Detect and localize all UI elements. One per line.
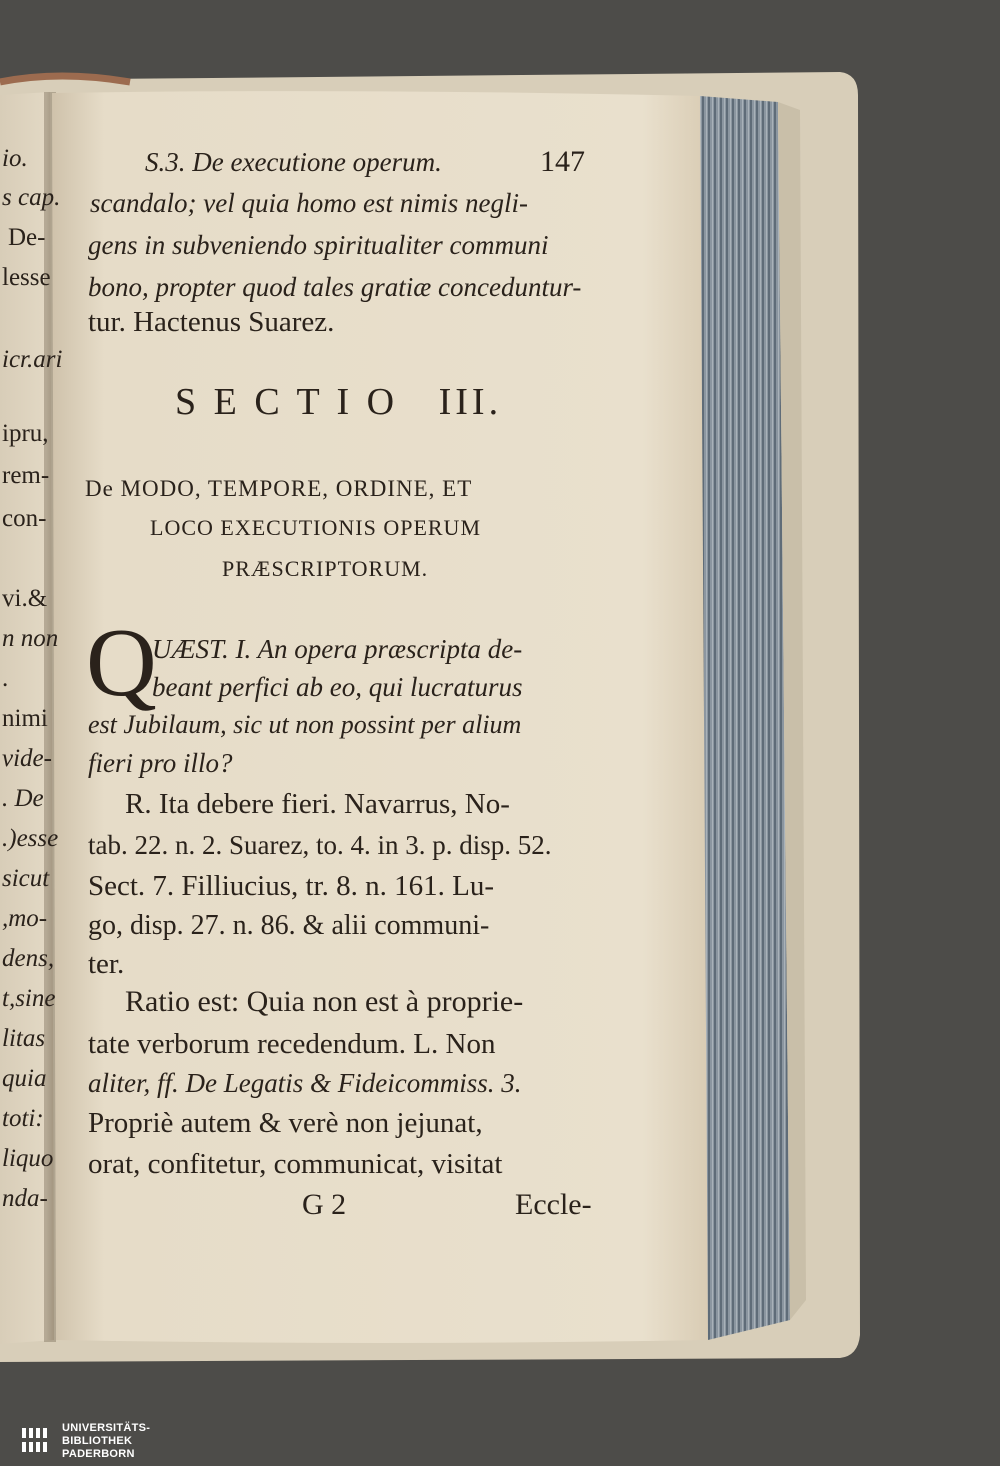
left-page-fragment: lesse xyxy=(2,264,51,291)
left-page-fragment: ipru, xyxy=(2,420,49,447)
response-line: ter. xyxy=(88,948,125,980)
logo-text-line: BIBLIOTHEK xyxy=(62,1435,133,1447)
logo-text-line: UNIVERSITÄTS- xyxy=(62,1422,151,1434)
section-title: S E C T I O III. xyxy=(175,381,503,423)
left-page-fragment: . xyxy=(2,665,9,692)
library-logo-icon xyxy=(20,1424,52,1456)
ratio-line: aliter, ff. De Legatis & Fideicommiss. 3. xyxy=(88,1068,522,1098)
response-line: tab. 22. n. 2. Suarez, to. 4. in 3. p. disp. 52. xyxy=(88,830,552,860)
left-page-fragment: ,mo- xyxy=(2,905,48,932)
left-page-fragment: liquo xyxy=(2,1145,54,1172)
left-page-fragment: nda- xyxy=(2,1185,48,1212)
left-page-fragment: icr.ari xyxy=(2,346,63,373)
logo-text-line: PADERBORN xyxy=(62,1448,135,1460)
catchword: Eccle- xyxy=(515,1188,592,1221)
left-page-fragment: t,sine xyxy=(2,985,56,1012)
left-page-fragment: vi.& xyxy=(2,585,48,612)
intro-line: tur. Hactenus Suarez. xyxy=(88,306,335,338)
subtitle-line: LOCO EXECUTIONIS OPERUM xyxy=(150,515,481,540)
response-line: go, disp. 27. n. 86. & alii communi- xyxy=(88,910,490,941)
left-page-fragment: n non xyxy=(2,625,59,652)
left-page-fragment: sicut xyxy=(2,865,50,892)
question-line: fieri pro illo? xyxy=(88,748,233,778)
left-page-fragment: . De xyxy=(2,785,44,812)
intro-line: gens in subveniendo spiritualiter communi xyxy=(88,230,549,260)
response-line: R. Ita debere fieri. Navarrus, No- xyxy=(125,788,510,820)
signature-mark: G 2 xyxy=(302,1188,347,1221)
page-number: 147 xyxy=(540,145,585,178)
left-page-fragment: .)esse xyxy=(2,825,59,852)
running-title: S.3. De executione operum. xyxy=(145,147,442,177)
left-page-fragment: vide- xyxy=(2,745,52,772)
ratio-line: orat, confitetur, communicat, visitat xyxy=(88,1148,503,1180)
left-page-fragment: dens, xyxy=(2,945,55,972)
left-page-fragment: De- xyxy=(8,224,46,251)
ratio-line: tate verborum recedendum. L. Non xyxy=(88,1028,496,1060)
left-page-fragment: s cap. xyxy=(2,184,61,211)
response-line: Sect. 7. Filliucius, tr. 8. n. 161. Lu- xyxy=(88,870,494,902)
question-line: beant perfici ab eo, qui lucraturus xyxy=(152,672,523,702)
subtitle-line: PRÆSCRIPTORUM. xyxy=(222,556,429,581)
ratio-line: Ratio est: Quia non est à proprie- xyxy=(125,985,524,1018)
left-page-fragment: io. xyxy=(2,145,28,172)
question-line: est Jubilaum, sic ut non possint per alium xyxy=(88,710,522,739)
left-page-fragment: con- xyxy=(2,505,47,532)
left-page-fragment: rem- xyxy=(2,462,50,489)
left-page-fragment: nimi xyxy=(2,705,48,732)
ratio-line: Propriè autem & verè non jejunat, xyxy=(88,1107,483,1139)
left-page-fragment: quia xyxy=(2,1065,47,1092)
question-line: UÆST. I. An opera præscripta de- xyxy=(152,634,523,664)
left-page-fragment: toti: xyxy=(2,1105,44,1132)
intro-line: scandalo; vel quia homo est nimis negli- xyxy=(90,188,528,218)
intro-line: bono, propter quod tales gratiæ conceduntur- xyxy=(88,272,582,302)
drop-cap: Q xyxy=(86,609,157,717)
subtitle-line: De MODO, TEMPORE, ORDINE, ET xyxy=(85,476,473,501)
left-page-fragment: litas xyxy=(2,1025,46,1052)
